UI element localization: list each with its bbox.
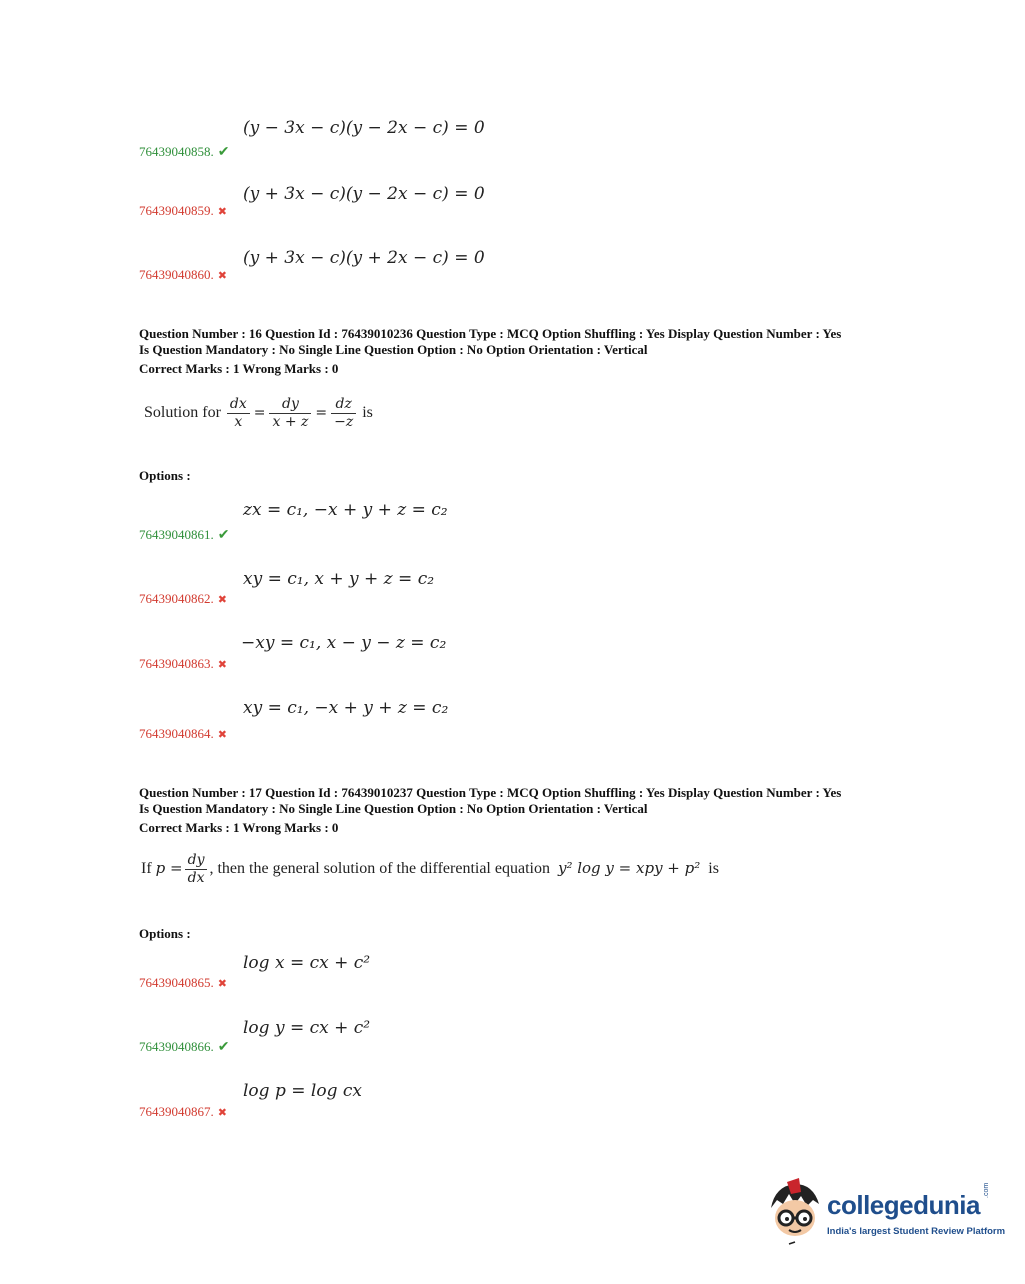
mascot-icon: [765, 1178, 825, 1248]
question-text: If p = $\frac{dy}{dx}$ , then the general solution of the differential equation y² log y = xpy + p² is: [141, 852, 719, 886]
fraction: $\frac{dx}{x}$: [227, 396, 250, 431]
check-icon: ✔: [217, 528, 230, 543]
option-expression: xy = c₁, −x + y + z = c₂: [243, 698, 449, 718]
question-meta-line: Question Number : 17 Question Id : 76439010237 Question Type : MCQ Option Shuffling : Yes Display Question Number : Yes: [139, 785, 842, 800]
option-id: 76439040862. ✖: [139, 591, 227, 606]
cross-icon: ✖: [217, 659, 227, 671]
option-expression: (y − 3x − c)(y − 2x − c) = 0: [243, 118, 485, 138]
option-expression: zx = c₁, −x + y + z = c₂: [243, 500, 448, 520]
cross-icon: ✖: [217, 594, 227, 606]
option-expression: (y + 3x − c)(y − 2x − c) = 0: [243, 184, 485, 204]
question-meta-line: Is Question Mandatory : No Single Line Question Option : No Option Orientation : Vertical: [139, 801, 648, 816]
question-meta: [139, 326, 841, 377]
question-text: Solution for $\frac{dx}{x}$ = $\frac{dy}{x + z}$ = $\frac{dz}{-z}$ is: [144, 396, 373, 430]
option-id: 76439040864. ✖: [139, 726, 227, 741]
option-id: 76439040867. ✖: [139, 1104, 227, 1119]
option-expression: log x = cx + c²: [243, 953, 371, 973]
question-marks: Correct Marks : 1 Wrong Marks : 0: [139, 361, 339, 376]
logo-tagline: India's largest Student Review Platform: [827, 1226, 1006, 1237]
check-icon: ✔: [217, 145, 230, 160]
fraction: $\frac{dy}{dx}$: [185, 852, 208, 887]
option-expression: xy = c₁, x + y + z = c₂: [243, 569, 435, 589]
option-expression: −xy = c₁, x − y − z = c₂: [241, 633, 447, 653]
options-label: Options :: [139, 926, 191, 941]
option-expression: log y = cx + c²: [243, 1018, 371, 1038]
cross-icon: ✖: [217, 270, 227, 282]
options-label: Options :: [139, 468, 191, 483]
question-equation: y² log y = xpy + p²: [557, 859, 701, 878]
check-icon: ✔: [217, 1040, 230, 1055]
question-meta-line: Is Question Mandatory : No Single Line Question Option : No Option Orientation : Vertical: [139, 342, 648, 357]
option-id: 76439040861. ✔: [139, 527, 230, 543]
collegedunia-logo: [765, 1178, 1006, 1248]
fraction: $\frac{dz}{-z}$: [331, 396, 356, 431]
logo-wordmark: collegedunia: [827, 1190, 980, 1220]
question-meta-line: Question Number : 16 Question Id : 76439010236 Question Type : MCQ Option Shuffling : Yes Display Question Number : Yes: [139, 326, 842, 341]
option-id: 76439040866. ✔: [139, 1039, 230, 1055]
cross-icon: ✖: [217, 206, 227, 218]
cross-icon: ✖: [217, 978, 227, 990]
question-marks: Correct Marks : 1 Wrong Marks : 0: [139, 820, 339, 835]
option-expression: log p = log cx: [243, 1081, 362, 1101]
cross-icon: ✖: [217, 1107, 227, 1119]
option-id: 76439040859. ✖: [139, 203, 227, 218]
option-id: 76439040858. ✔: [139, 144, 230, 160]
option-id: 76439040860. ✖: [139, 267, 227, 282]
logo-domain: .com: [983, 1182, 990, 1198]
question-meta: [139, 785, 841, 836]
option-expression: (y + 3x − c)(y + 2x − c) = 0: [243, 248, 485, 268]
option-id: 76439040865. ✖: [139, 975, 227, 990]
option-id: 76439040863. ✖: [139, 656, 227, 671]
fraction: $\frac{dy}{x + z}$: [269, 396, 311, 431]
cross-icon: ✖: [217, 729, 227, 741]
